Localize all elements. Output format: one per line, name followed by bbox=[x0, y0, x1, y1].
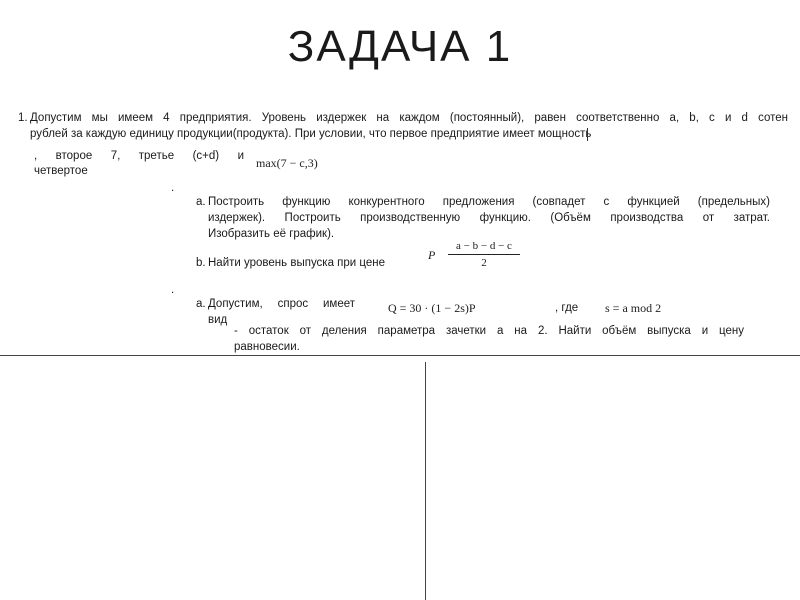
item-c-label: a. bbox=[196, 298, 206, 310]
capacity-formula-fragment bbox=[587, 128, 634, 141]
capacity-text-2: четвертое bbox=[34, 165, 88, 177]
fraction-bar bbox=[448, 254, 520, 255]
item-a-line-2: издержек). Построить производственную функцию. (Объём производства от затрат. bbox=[208, 212, 770, 224]
price-numerator: a − b − d − c bbox=[456, 240, 512, 252]
capacity-text: , второе 7, третье (c+d) и bbox=[34, 150, 244, 162]
item-c-line-1: Допустим, спрос имеет bbox=[208, 298, 355, 310]
page-title: ЗАДАЧА 1 bbox=[287, 22, 513, 71]
item-c-line-3: равновесии. bbox=[234, 341, 300, 353]
task-line-2: рублей за каждую единицу продукции(продукта). При условии, что первое предприятие имеет мощность bbox=[30, 128, 592, 140]
vertical-divider bbox=[425, 362, 426, 600]
task-line-1: Допустим мы имеем 4 предприятия. Уровень издержек на каждом (постоянный), равен соответственно a, b, c и d сотен bbox=[30, 112, 788, 124]
task-number: 1. bbox=[18, 112, 28, 124]
s-formula: s = a mod 2 bbox=[605, 301, 662, 315]
item-c-vid: вид bbox=[208, 314, 228, 326]
price-symbol: P bbox=[428, 248, 436, 262]
capacity-formula: max(7 − c,3) bbox=[256, 156, 318, 170]
item-c-gde: , где bbox=[555, 302, 579, 314]
item-b-label: b. bbox=[196, 257, 206, 269]
price-fraction bbox=[448, 240, 520, 269]
item-a-line-1: Построить функцию конкурентного предложения (совпадет с функцией (предельных) bbox=[208, 196, 770, 208]
item-a-line-3: Изобразить её график). bbox=[208, 228, 335, 240]
item-b-text: Найти уровень выпуска при цене bbox=[208, 257, 386, 269]
item-c-line-2: - остаток от деления параметра зачетки a на 2. Найти объём выпуска и цену bbox=[234, 325, 744, 337]
price-denominator: 2 bbox=[481, 257, 487, 269]
bullet-1: . bbox=[171, 182, 175, 194]
horizontal-divider bbox=[0, 355, 800, 356]
demand-formula: Q = 30 · (1 − 2s)P bbox=[388, 301, 476, 315]
bullet-2: . bbox=[171, 284, 175, 296]
item-a-label: a. bbox=[196, 196, 206, 208]
